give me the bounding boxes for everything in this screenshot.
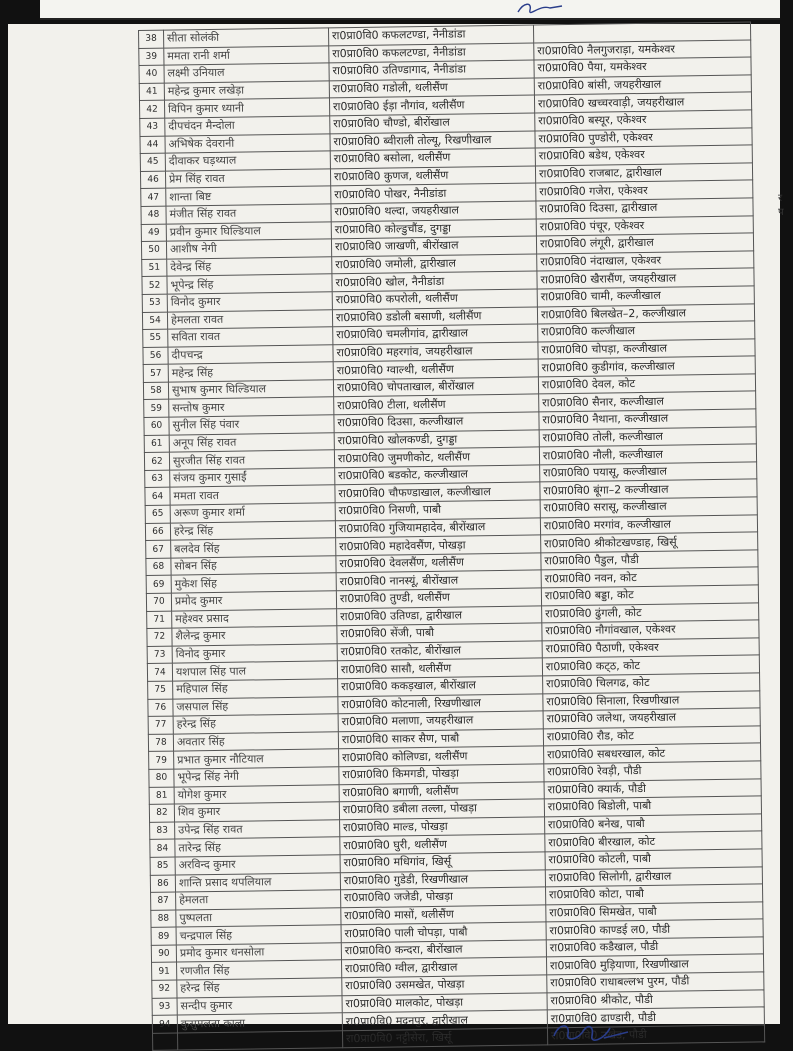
new-school-cell: रा0प्रा0वि0 सैनार, कल्जीखाल <box>539 391 756 412</box>
teacher-name-cell: विनोद कुमार <box>172 644 337 664</box>
teacher-name-cell: विपिन कुमार ध्यानी <box>164 98 329 118</box>
teacher-name-cell: प्रेम सिंह रावत <box>165 169 330 189</box>
current-school-cell: रा0प्रा0वि0 गुजियामहादेव, बीरोंखाल <box>335 518 540 538</box>
new-school-cell: रा0प्रा0वि0 दिउसा, द्वारीखाल <box>536 198 753 219</box>
new-school-cell: रा0प्रा0वि0 नैलगुजराड़ा, यमकेश्वर <box>534 40 751 61</box>
teacher-name-cell: कुसुमलता काला <box>177 1013 342 1033</box>
serial-number-cell: 66 <box>145 523 170 541</box>
current-school-cell: रा0प्रा0वि0 कफलटण्डा, नैनीडांडा <box>328 25 533 45</box>
serial-number-cell: 59 <box>144 400 169 418</box>
current-school-cell: रा0प्रा0वि0 नानस्यूं, बीरोंखाल <box>336 570 541 590</box>
serial-number-cell: 75 <box>148 681 173 699</box>
serial-number-cell: 49 <box>141 224 166 242</box>
current-school-cell: रा0प्रा0वि0 पाली चोपड़ा, पाबौ <box>341 922 546 942</box>
serial-number-cell: 61 <box>144 435 169 453</box>
teacher-name-cell: अरविन्द कुमार <box>175 855 340 875</box>
serial-number-cell: 58 <box>143 382 168 400</box>
teacher-name-cell: अनूप सिंह रावत <box>169 432 334 452</box>
new-school-cell: रा0प्रा0वि0 सबधरखाल, कोट <box>544 743 761 764</box>
teacher-name-cell: अरूण कुमार शर्मा <box>170 503 335 523</box>
teacher-name-cell: शान्ता बिष्ट <box>166 186 331 206</box>
current-school-cell: रा0प्रा0वि0 सेंजी, पाबौ <box>337 623 542 643</box>
teacher-name-cell: तारेन्द्र सिंह <box>175 837 340 857</box>
current-school-cell: रा0प्रा0वि0 तुण्डी, थलीसैंण <box>336 588 541 608</box>
serial-number-cell: 74 <box>147 663 172 681</box>
previous-page-strip <box>40 0 780 20</box>
new-school-cell: रा0प्रा0वि0 जलेथा, जयहरीखाल <box>543 708 760 729</box>
current-school-cell: रा0प्रा0वि0 पोखर, नैनीडांडा <box>331 183 536 203</box>
serial-number-cell: 92 <box>152 980 177 998</box>
serial-number-cell: 87 <box>151 892 176 910</box>
current-school-cell: रा0प्रा0वि0 दिउसा, कल्जीखाल <box>334 412 539 432</box>
new-school-cell: रा0प्रा0वि0 कडैखाल, पौडी <box>546 937 763 958</box>
current-school-cell: रा0प्रा0वि0 नट्टीसेरा, खिर्सू <box>342 1028 547 1048</box>
teacher-name-cell: उपेन्द्र सिंह रावत <box>175 819 340 839</box>
teacher-name-cell: सुभाष कुमार घिल्डियाल <box>168 380 333 400</box>
serial-number-cell: 93 <box>152 998 177 1016</box>
teacher-name-cell: ममता रानी शर्मा <box>164 45 329 65</box>
current-school-cell: रा0प्रा0वि0 डडोली बसाणी, थलीसैंण <box>332 306 537 326</box>
new-school-cell: रा0प्रा0वि0 नौगांवखाल, एकेश्वर <box>542 620 759 641</box>
new-school-cell: रा0प्रा0वि0 ढाण्डारी, पौडी <box>547 1007 764 1028</box>
new-school-cell: रा0प्रा0वि0 बिलखेत–2, कल्जीखाल <box>537 303 754 324</box>
new-school-cell: रा0प्रा0वि0 बडेथ, एकेश्वर <box>535 145 752 166</box>
current-school-cell: रा0प्रा0वि0 घुरी, थलीसैंण <box>340 834 545 854</box>
teacher-name-cell: सन्तोष कुमार <box>169 397 334 417</box>
current-school-cell: रा0प्रा0वि0 कपरोली, थलीसैंण <box>332 289 537 309</box>
teacher-name-cell: शान्ति प्रसाद थपलियाल <box>175 872 340 892</box>
new-school-cell: रा0प्रा0वि0 कुडीगांव, कल्जीखाल <box>538 356 755 377</box>
current-school-cell: रा0प्रा0वि0 चौफण्डाखाल, कल्जीखाल <box>335 482 540 502</box>
new-school-cell: रा0प्रा0वि0 पैडुल, पौडी <box>541 550 758 571</box>
new-school-cell: रा0प्रा0वि0 चामी, कल्जीखाल <box>537 286 754 307</box>
new-school-cell: रा0प्रा0वि0 बड्डा, कोट <box>541 585 758 606</box>
current-school-cell: रा0प्रा0वि0 उतिण्डागाद, नैनीडांडा <box>329 60 534 80</box>
new-school-cell: रा0प्रा0वि0 उखेड, पौडी <box>547 1025 764 1046</box>
teacher-name-cell: विनोद कुमार <box>167 292 332 312</box>
current-school-cell: रा0प्रा0वि0 जमोली, द्वारीखाल <box>332 254 537 274</box>
current-school-cell: रा0प्रा0वि0 गुडेडी, रिखणीखाल <box>340 869 545 889</box>
teacher-name-cell: सुरजीत सिंह रावत <box>169 450 334 470</box>
current-school-cell: रा0प्रा0वि0 मधिगांव, खिर्सू <box>340 852 545 872</box>
serial-number-cell: 57 <box>143 364 168 382</box>
margin-marks <box>778 192 784 220</box>
teacher-name-cell: प्रवीन कुमार घिल्डियाल <box>166 221 331 241</box>
teacher-name-cell <box>178 1031 343 1051</box>
serial-number-cell: 73 <box>147 646 172 664</box>
current-school-cell: रा0प्रा0वि0 थल्दा, जयहरीखाल <box>331 201 536 221</box>
new-school-cell: रा0प्रा0वि0 तोली, कल्जीखाल <box>539 427 756 448</box>
teacher-name-cell: सोबन सिंह <box>171 556 336 576</box>
new-school-cell: रा0प्रा0वि0 काण्डई ल0, पौडी <box>546 919 763 940</box>
teacher-name-cell: महेन्द्र सिंह <box>168 362 333 382</box>
teacher-name-cell: दीवाकर घड़थ्याल <box>165 151 330 171</box>
serial-number-cell: 78 <box>148 734 173 752</box>
serial-number-cell: 63 <box>145 470 170 488</box>
current-school-cell: रा0प्रा0वि0 मालकोट, पोखड़ा <box>342 993 547 1013</box>
current-school-cell: रा0प्रा0वि0 ईड़ा नौगांव, थलीसैंण <box>329 95 534 115</box>
new-school-cell: रा0प्रा0वि0 मरगांव, कल्जीखाल <box>540 515 757 536</box>
new-school-cell: रा0प्रा0वि0 कट्‌ठ, कोट <box>542 655 759 676</box>
new-school-cell: रा0प्रा0वि0 नैथाना, कल्जीखाल <box>539 409 756 430</box>
teacher-name-cell: भूपेन्द्र सिंह <box>167 274 332 294</box>
new-school-cell: रा0प्रा0वि0 कल्जीखाल <box>538 321 755 342</box>
current-school-cell: रा0प्रा0वि0 माल्ड, पोखड़ा <box>340 817 545 837</box>
serial-number-cell: 54 <box>142 312 167 330</box>
teacher-name-cell: प्रमोद कुमार <box>171 591 336 611</box>
new-school-cell: रा0प्रा0वि0 नवन, कोट <box>541 567 758 588</box>
new-school-cell: रा0प्रा0वि0 खच्चरवाड़ी, जयहरीखाल <box>534 92 751 113</box>
serial-number-cell: 72 <box>147 628 172 646</box>
serial-number-cell: 70 <box>146 593 171 611</box>
current-school-cell: रा0प्रा0वि0 मदनपुर, द्वारीखाल <box>342 1010 547 1030</box>
serial-number-cell: 52 <box>142 276 167 294</box>
current-school-cell: रा0प्रा0वि0 उतिण्डा, द्वारीखाल <box>337 606 542 626</box>
teacher-name-cell: हरेन्द्र सिंह <box>173 714 338 734</box>
teacher-name-cell: देवेन्द्र सिंह <box>167 257 332 277</box>
new-school-cell: रा0प्रा0वि0 मुड़ियाणा, रिखणीखाल <box>546 954 763 975</box>
current-school-cell: रा0प्रा0वि0 ककड़खाल, बीरोंखाल <box>338 676 543 696</box>
teacher-name-cell: पुष्पलता <box>176 907 341 927</box>
current-school-cell: रा0प्रा0वि0 कुणज, थलीसैंण <box>330 166 535 186</box>
serial-number-cell: 53 <box>142 294 167 312</box>
teacher-name-cell: दीपचन्द्र <box>168 344 333 364</box>
serial-number-cell: 71 <box>147 611 172 629</box>
new-school-cell: रा0प्रा0वि0 गजेरा, एकेश्वर <box>536 180 753 201</box>
current-school-cell: रा0प्रा0वि0 टीला, थलीसैंण <box>334 394 539 414</box>
new-school-cell: रा0प्रा0वि0 बिडोली, पाबौ <box>544 796 761 817</box>
serial-number-cell: 50 <box>141 241 166 259</box>
serial-number-cell: 84 <box>150 839 175 857</box>
serial-number-cell: 65 <box>145 505 170 523</box>
new-school-cell: रा0प्रा0वि0 सिमखेत, पाबौ <box>546 902 763 923</box>
serial-number-cell: 82 <box>149 804 174 822</box>
teacher-name-cell: मुकेश सिंह <box>171 573 336 593</box>
serial-number-cell: 76 <box>148 699 173 717</box>
current-school-cell: रा0प्रा0वि0 जाखणी, बीरोंखाल <box>331 236 536 256</box>
new-school-cell: रा0प्रा0वि0 बनेख, पाबौ <box>545 814 762 835</box>
new-school-cell: रा0प्रा0वि0 रौड, कोट <box>543 726 760 747</box>
current-school-cell: रा0प्रा0वि0 ग्वील, द्वारीखाल <box>342 957 547 977</box>
new-school-cell: रा0प्रा0वि0 राधाबल्लभ पुरम, पौडी <box>547 972 764 993</box>
serial-number-cell: 38 <box>139 30 164 48</box>
serial-number-cell: 47 <box>141 188 166 206</box>
serial-number-cell: 83 <box>150 822 175 840</box>
new-school-cell: रा0प्रा0वि0 बीरखाल, कोट <box>545 831 762 852</box>
current-school-cell: रा0प्रा0वि0 जुमणीकोट, थलीसैंण <box>334 447 539 467</box>
current-school-cell: रा0प्रा0वि0 बसोला, थलीसैंण <box>330 148 535 168</box>
teacher-name-cell: हेमलता रावत <box>167 309 332 329</box>
teacher-name-cell: यशपाल सिंह पाल <box>172 661 337 681</box>
teacher-name-cell: सन्दीप कुमार <box>177 995 342 1015</box>
teacher-name-cell: प्रभात कुमार नौटियाल <box>174 749 339 769</box>
current-school-cell: रा0प्रा0वि0 साकर सैण, पाबौ <box>338 729 543 749</box>
serial-number-cell: 86 <box>150 875 175 893</box>
current-school-cell: रा0प्रा0वि0 चोपताखाल, बीरोंखाल <box>333 377 538 397</box>
new-school-cell: रा0प्रा0वि0 कोटा, पाबौ <box>546 884 763 905</box>
teacher-name-cell: बलदेव सिंह <box>171 538 336 558</box>
new-school-cell: रा0प्रा0वि0 पैया, यमकेश्वर <box>534 57 751 78</box>
new-school-cell: रा0प्रा0वि0 पुण्डोरी, एकेश्वर <box>535 128 752 149</box>
teacher-name-cell: रणजीत सिंह <box>177 960 342 980</box>
teacher-name-cell: भूपेन्द्र सिंह नेगी <box>174 767 339 787</box>
teacher-name-cell: ममता रावत <box>170 485 335 505</box>
current-school-cell: रा0प्रा0वि0 कोल्डुचौंड, दुगड्डा <box>331 218 536 238</box>
serial-number-cell: 85 <box>150 857 175 875</box>
serial-number-cell: 43 <box>140 118 165 136</box>
signature-icon <box>544 1014 634 1048</box>
current-school-cell: रा0प्रा0वि0 कोटनाली, रिखणीखाल <box>338 693 543 713</box>
new-school-cell: रा0प्रा0वि0 नौली, कल्जीखाल <box>539 444 756 465</box>
current-school-cell: रा0प्रा0वि0 ग्वाल्थी, थलीसैंण <box>333 359 538 379</box>
serial-number-cell: 94 <box>152 1015 177 1033</box>
new-school-cell: रा0प्रा0वि0 पयासू, कल्जीखाल <box>540 462 757 483</box>
new-school-cell: रा0प्रा0वि0 बूंगा–2 कल्जीखाल <box>540 479 757 500</box>
serial-number-cell: 77 <box>148 716 173 734</box>
current-school-cell: रा0प्रा0वि0 डबीला तल्ला, पोखड़ा <box>339 799 544 819</box>
current-school-cell: रा0प्रा0वि0 गडोली, थलीसैंण <box>329 78 534 98</box>
signature-fragment-icon <box>510 0 570 14</box>
teacher-name-cell: लक्ष्मी उनियाल <box>164 63 329 83</box>
current-school-cell: रा0प्रा0वि0 रतकोट, बीरोंखाल <box>337 641 542 661</box>
current-school-cell: रा0प्रा0वि0 कन्दरा, बीरोंखाल <box>341 940 546 960</box>
teacher-name-cell: महेन्द्र कुमार लखेड़ा <box>164 81 329 101</box>
teacher-name-cell: प्रमोद कुमार धनसोला <box>176 943 341 963</box>
serial-number-cell: 79 <box>149 751 174 769</box>
teacher-name-cell: मंजीत सिंह रावत <box>166 204 331 224</box>
new-school-cell: रा0प्रा0वि0 चिलगढ, कोट <box>543 673 760 694</box>
margin-mark: प <box>778 207 784 218</box>
new-school-cell: रा0प्रा0वि0 राजबाट, द्वारीखाल <box>535 163 752 184</box>
current-school-cell: रा0प्रा0वि0 निसणी, पाबौ <box>335 500 540 520</box>
new-school-cell: रा0प्रा0वि0 देवल, कोट <box>538 374 755 395</box>
current-school-cell: रा0प्रा0वि0 चमलीगांव, द्वारीखाल <box>333 324 538 344</box>
current-school-cell: रा0प्रा0वि0 सासौ, थलीसैंण <box>337 658 542 678</box>
teacher-name-cell: योगेश कुमार <box>174 784 339 804</box>
new-school-cell: रा0प्रा0वि0 खैरासैंण, जयहरीखाल <box>537 268 754 289</box>
serial-number-cell: 48 <box>141 206 166 224</box>
serial-number-cell: 62 <box>144 452 169 470</box>
margin-mark: र <box>778 193 783 204</box>
serial-number-cell: 44 <box>140 136 165 154</box>
new-school-cell: रा0प्रा0वि0 पंचूर, एकेश्वर <box>536 215 753 236</box>
serial-number-cell: 41 <box>139 83 164 101</box>
serial-number-cell: 42 <box>139 101 164 119</box>
new-school-cell: रा0प्रा0वि0 बस्यूर, एकेश्वर <box>535 110 752 131</box>
serial-number-cell <box>153 1033 178 1051</box>
teacher-name-cell: शैलेन्द्र कुमार <box>172 626 337 646</box>
serial-number-cell: 39 <box>139 48 164 66</box>
new-school-cell: रा0प्रा0वि0 ढुंगली, कोट <box>542 602 759 623</box>
teacher-name-cell: सविता रावत <box>168 327 333 347</box>
current-school-cell: रा0प्रा0वि0 मासों, थलीसैंण <box>341 905 546 925</box>
teacher-name-cell: आशीष नेगी <box>166 239 331 259</box>
serial-number-cell: 46 <box>140 171 165 189</box>
new-school-cell: रा0प्रा0वि0 पैठाणी, एकेश्वर <box>542 638 759 659</box>
teacher-name-cell: महेश्वर प्रसाद <box>172 608 337 628</box>
current-school-cell: रा0प्रा0वि0 जजेडी, पोखड़ा <box>341 887 546 907</box>
teacher-name-cell: चन्द्रपाल सिंह <box>176 925 341 945</box>
new-school-cell: रा0प्रा0वि0 लंगूरी, द्वारीखाल <box>536 233 753 254</box>
teacher-name-cell: जसपाल सिंह <box>173 696 338 716</box>
teacher-transfer-table <box>138 21 765 1051</box>
teacher-name-cell: अवतार सिंह <box>173 732 338 752</box>
new-school-cell: रा0प्रा0वि0 कोटली, पाबौ <box>545 849 762 870</box>
new-school-cell: रा0प्रा0वि0 सिलोगी, द्वारीखाल <box>545 866 762 887</box>
serial-number-cell: 68 <box>146 558 171 576</box>
current-school-cell: रा0प्रा0वि0 खोलकण्डी, दुगड्डा <box>334 430 539 450</box>
new-school-cell: रा0प्रा0वि0 क्यार्क, पौडी <box>544 778 761 799</box>
current-school-cell: रा0प्रा0वि0 मलाणा, जयहरीखाल <box>338 711 543 731</box>
teacher-name-cell: दीपचंदन मैन्दोला <box>165 116 330 136</box>
current-school-cell: रा0प्रा0वि0 महादेवसैंण, पोखड़ा <box>336 535 541 555</box>
new-school-cell: रा0प्रा0वि0 सिनाला, रिखणीखाल <box>543 690 760 711</box>
current-school-cell: रा0प्रा0वि0 महरगांव, जयहरीखाल <box>333 342 538 362</box>
new-school-cell: रा0प्रा0वि0 सरासू, कल्जीखाल <box>540 497 757 518</box>
current-school-cell: रा0प्रा0वि0 बगाणी, थलीसैंण <box>339 781 544 801</box>
serial-number-cell: 64 <box>145 488 170 506</box>
serial-number-cell: 91 <box>152 963 177 981</box>
current-school-cell: रा0प्रा0वि0 देवलसैंण, थलीसैंण <box>336 553 541 573</box>
serial-number-cell: 80 <box>149 769 174 787</box>
teacher-name-cell: हेमलता <box>176 890 341 910</box>
teacher-name-cell: महिपाल सिंह <box>173 679 338 699</box>
teacher-name-cell: शिव कुमार <box>174 802 339 822</box>
current-school-cell: रा0प्रा0वि0 कफलटण्डा, नैनीडांडा <box>329 43 534 63</box>
serial-number-cell: 55 <box>143 329 168 347</box>
teacher-name-cell: हरेन्द्र सिंह <box>170 520 335 540</box>
current-school-cell: रा0प्रा0वि0 ब्वीराली तोल्यू, रिखणीखाल <box>330 131 535 151</box>
serial-number-cell: 56 <box>143 347 168 365</box>
teacher-name-cell: सुनील सिंह पंवार <box>169 415 334 435</box>
serial-number-cell: 51 <box>142 259 167 277</box>
current-school-cell: रा0प्रा0वि0 चौण्डो, बीरोंखाल <box>330 113 535 133</box>
serial-number-cell: 40 <box>139 65 164 83</box>
teacher-name-cell: संजय कुमार गुसाईं <box>170 468 335 488</box>
serial-number-cell: 89 <box>151 927 176 945</box>
new-school-cell: रा0प्रा0वि0 रेवड़ी, पौडी <box>544 761 761 782</box>
serial-number-cell: 81 <box>149 787 174 805</box>
new-school-cell: रा0प्रा0वि0 नंदाखाल, एकेश्वर <box>537 251 754 272</box>
serial-number-cell: 88 <box>151 910 176 928</box>
serial-number-cell: 67 <box>146 540 171 558</box>
serial-number-cell: 45 <box>140 153 165 171</box>
serial-number-cell: 69 <box>146 575 171 593</box>
document-page <box>8 24 784 1046</box>
serial-number-cell: 60 <box>144 417 169 435</box>
new-school-cell: रा0प्रा0वि0 बांसी, जयहरीखाल <box>534 75 751 96</box>
current-school-cell: रा0प्रा0वि0 उसमखेत, पोखड़ा <box>342 975 547 995</box>
teacher-name-cell: सीता सोलंकी <box>164 28 329 48</box>
teacher-name-cell: अभिषेक देवरानी <box>165 133 330 153</box>
current-school-cell: रा0प्रा0वि0 बडकोट, कल्जीखाल <box>335 465 540 485</box>
serial-number-cell: 90 <box>151 945 176 963</box>
new-school-cell: रा0प्रा0वि0 चोपड़ा, कल्जीखाल <box>538 339 755 360</box>
new-school-cell: रा0प्रा0वि0 श्रीकोटखण्डाह, खिर्सू <box>541 532 758 553</box>
teacher-name-cell: हरेन्द्र सिंह <box>177 978 342 998</box>
current-school-cell: रा0प्रा0वि0 खोल, नैनीडांडा <box>332 271 537 291</box>
current-school-cell: रा0प्रा0वि0 किमगडी, पोखड़ा <box>339 764 544 784</box>
current-school-cell: रा0प्रा0वि0 कोलिण्डा, थलीसैंण <box>339 746 544 766</box>
new-school-cell: रा0प्रा0वि0 श्रीकोट, पौडी <box>547 990 764 1011</box>
